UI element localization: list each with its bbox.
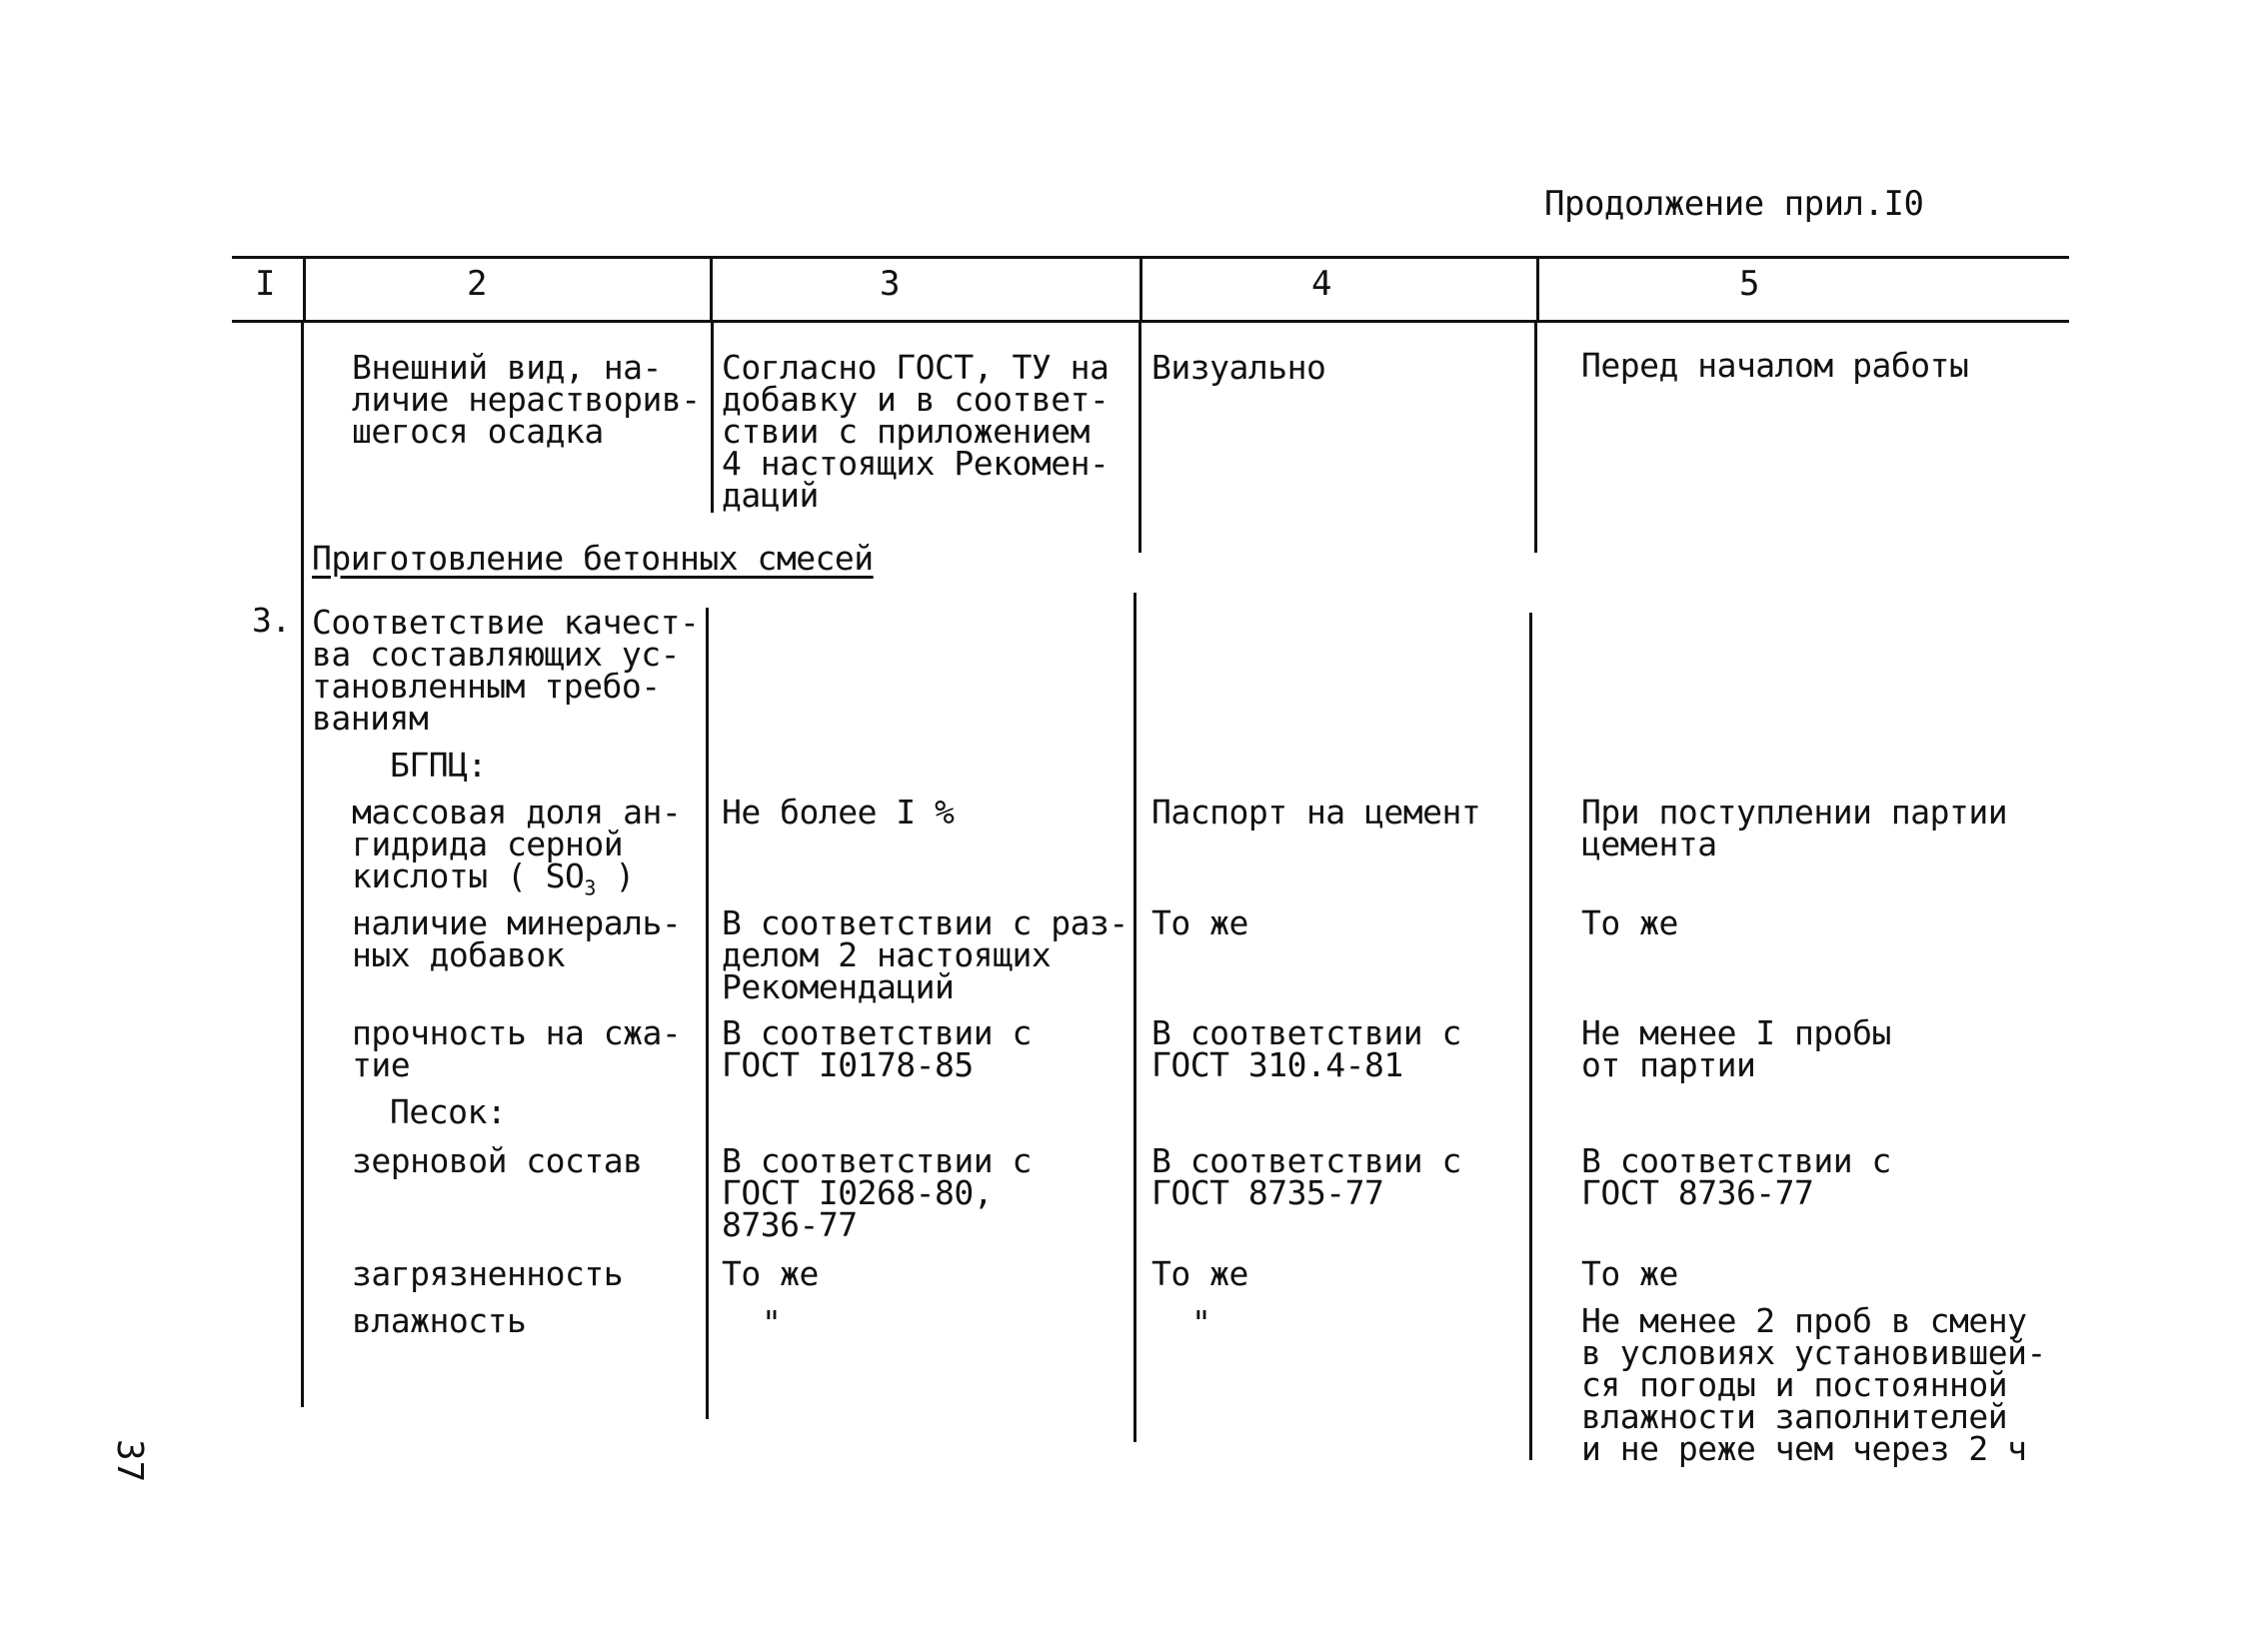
header-col-2: 2 bbox=[467, 264, 487, 304]
so3-subscript: 3 bbox=[584, 875, 596, 900]
strength-parameter: прочность на сжа- тие bbox=[352, 1013, 682, 1084]
body-divider-3a bbox=[1138, 323, 1141, 553]
header-divider-3 bbox=[1139, 256, 1142, 323]
moisture-method: " bbox=[1191, 1303, 1211, 1342]
table-header-rule bbox=[232, 320, 2069, 323]
group-sand: Песок: bbox=[390, 1092, 507, 1131]
so3-parameter-tail: ) bbox=[595, 856, 635, 895]
so3-parameter-text: массовая доля ан- гидрида серной кислоты ( SO bbox=[352, 793, 682, 895]
header-divider-4 bbox=[1536, 256, 1539, 323]
so3-requirement: Не более I % bbox=[722, 793, 955, 831]
strength-frequency: Не менее I пробы от партии bbox=[1581, 1013, 1891, 1084]
contamination-requirement: То же bbox=[722, 1254, 819, 1293]
so3-parameter bbox=[352, 793, 682, 904]
grain-requirement: В соответствии с ГОСТ I0268-80, 8736-77 bbox=[722, 1141, 1032, 1244]
appearance-method: Визуально bbox=[1151, 348, 1326, 387]
body-divider-2a bbox=[711, 323, 714, 513]
mineral-method: То же bbox=[1151, 903, 1248, 942]
contamination-frequency: То же bbox=[1581, 1254, 1678, 1293]
body-divider-1 bbox=[301, 323, 304, 1407]
body-divider-4b bbox=[1529, 613, 1532, 1460]
group-bgpc: БГПЦ: bbox=[390, 746, 487, 785]
header-divider-2 bbox=[710, 256, 713, 323]
header-col-3: 3 bbox=[880, 264, 900, 304]
body-divider-4a bbox=[1534, 323, 1537, 553]
mineral-requirement: В соответствии с раз- делом 2 настоящих Рекомендаций bbox=[722, 903, 1128, 1006]
contamination-parameter: загрязненность bbox=[352, 1254, 624, 1293]
appearance-parameter: Внешний вид, на- личие нерастворив- шегося осадка bbox=[352, 348, 701, 451]
grain-frequency: В соответствии с ГОСТ 8736-77 bbox=[1581, 1141, 1891, 1212]
body-divider-2b bbox=[706, 608, 709, 1419]
appearance-requirement: Согласно ГОСТ, ТУ на добавку и в соответ- ствии с приложением 4 настоящих Рекомен- даций bbox=[722, 348, 1110, 515]
item-number: 3. bbox=[252, 601, 291, 640]
appearance-frequency: Перед началом работы bbox=[1581, 346, 1969, 385]
moisture-parameter: влажность bbox=[352, 1301, 527, 1340]
mineral-frequency: То же bbox=[1581, 903, 1678, 942]
so3-method: Паспорт на цемент bbox=[1151, 793, 1481, 831]
table-top-rule bbox=[232, 256, 2069, 259]
strength-requirement: В соответствии с ГОСТ I0178-85 bbox=[722, 1013, 1032, 1084]
moisture-frequency: Не менее 2 проб в смену в условиях установившей- ся погоды и постоянной влажности заполнителей и не реже чем через 2 ч bbox=[1581, 1301, 2046, 1468]
moisture-requirement: " bbox=[762, 1303, 782, 1342]
grain-method: В соответствии с ГОСТ 8735-77 bbox=[1151, 1141, 1461, 1212]
header-col-1: I bbox=[255, 264, 275, 304]
header-col-4: 4 bbox=[1311, 264, 1331, 304]
so3-frequency: При поступлении партии цемента bbox=[1581, 793, 2008, 863]
section-heading: Приготовление бетонных смесей bbox=[312, 539, 874, 578]
page-number: 37 bbox=[109, 1439, 150, 1483]
continuation-title: Продолжение прил.I0 bbox=[1544, 184, 1924, 224]
item3-title: Соответствие качест- ва составляющих ус- тановленным требо- ваниям bbox=[312, 603, 700, 738]
contamination-method: То же bbox=[1151, 1254, 1248, 1293]
header-divider-1 bbox=[303, 256, 306, 323]
body-divider-3b bbox=[1133, 593, 1136, 1442]
strength-method: В соответствии с ГОСТ 310.4-81 bbox=[1151, 1013, 1461, 1084]
mineral-parameter: наличие минераль- ных добавок bbox=[352, 903, 682, 974]
grain-parameter: зерновой состав bbox=[352, 1141, 643, 1180]
header-col-5: 5 bbox=[1739, 264, 1759, 304]
